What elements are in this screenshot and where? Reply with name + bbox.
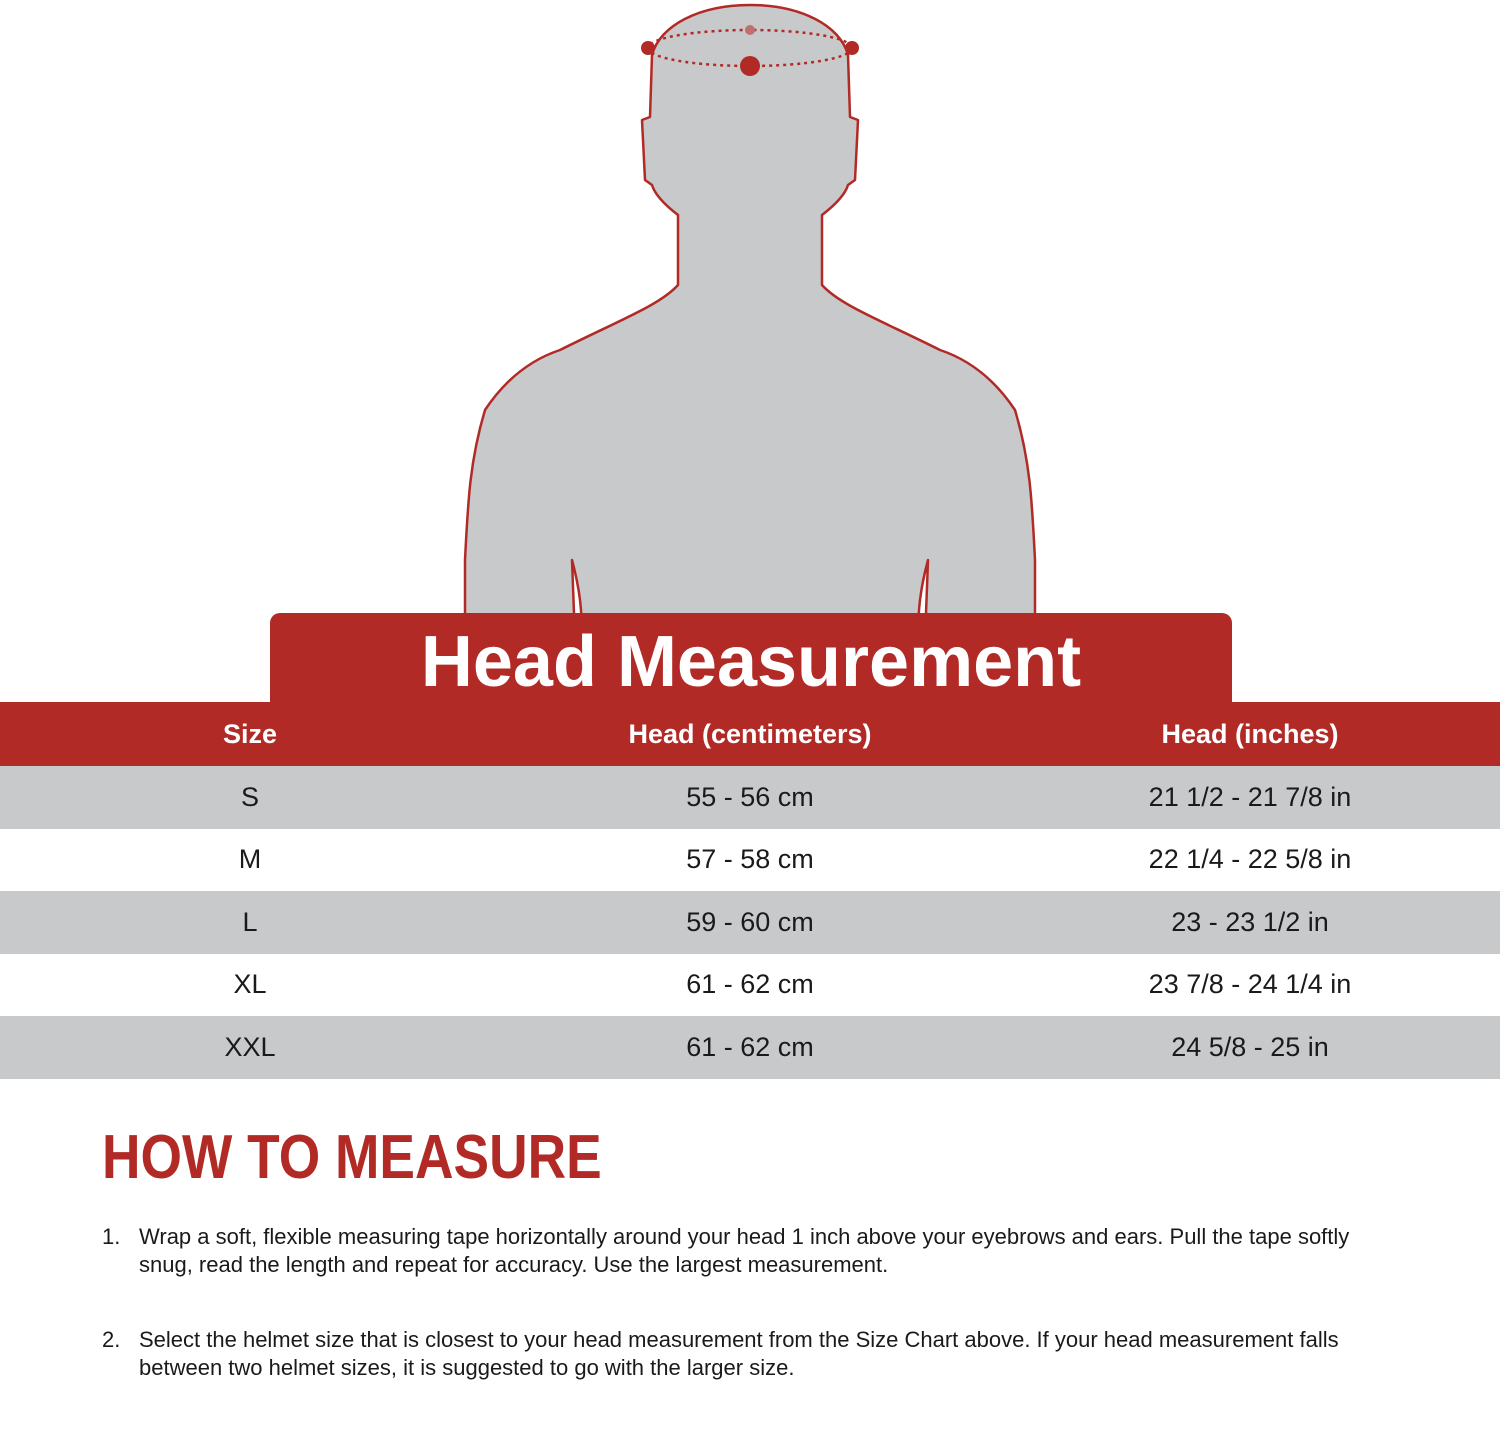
- how-to-measure-heading: HOW TO MEASURE: [102, 1123, 602, 1192]
- inches-cell: 24 5/8 - 25 in: [1171, 1031, 1329, 1062]
- inches-cell: 23 - 23 1/2 in: [1171, 906, 1329, 937]
- centimeters-cell: 57 - 58 cm: [686, 844, 814, 875]
- centimeters-cell: 61 - 62 cm: [686, 1031, 814, 1062]
- centimeters-cell: 61 - 62 cm: [686, 969, 814, 1000]
- inches-cell: 23 7/8 - 24 1/4 in: [1148, 969, 1352, 1000]
- tape-marker-right: [845, 41, 859, 55]
- page-title: Head Measurement: [420, 622, 1082, 702]
- size-cell: S: [240, 781, 259, 812]
- instruction-step: [102, 1326, 1392, 1382]
- instruction-step: [102, 1223, 1392, 1279]
- size-cell: XL: [233, 969, 267, 1000]
- body-silhouette: [465, 5, 1035, 640]
- inches-cell: 21 1/2 - 21 7/8 in: [1148, 781, 1352, 812]
- step-number: 2.: [102, 1327, 121, 1352]
- size-cell: M: [238, 844, 262, 875]
- table-row: [0, 954, 1500, 1017]
- table-row: [0, 891, 1500, 954]
- table-row: [0, 1016, 1500, 1079]
- size-table: [0, 702, 1500, 1079]
- head-silhouette-figure: [0, 0, 1500, 640]
- tape-marker-left: [641, 41, 655, 55]
- column-header-centimeters: Head (centimeters): [628, 718, 872, 749]
- column-header-size: Size: [222, 718, 278, 749]
- table-header-row: [0, 702, 1500, 766]
- size-cell: L: [242, 906, 258, 937]
- table-row: [0, 829, 1500, 892]
- step-number: 1.: [102, 1224, 121, 1249]
- step-text: Select the helmet size that is closest to your head measurement from the Size Chart above. If your head measurement falls between two helmet sizes, it is suggested to go with the larger size.: [139, 1327, 1339, 1380]
- column-header-inches: Head (inches): [1161, 718, 1339, 749]
- inches-cell: 22 1/4 - 22 5/8 in: [1148, 844, 1352, 875]
- centimeters-cell: 55 - 56 cm: [686, 781, 814, 812]
- tape-marker-front: [740, 56, 760, 76]
- size-cell: XXL: [224, 1031, 276, 1062]
- table-row: [0, 766, 1500, 829]
- step-text: Wrap a soft, flexible measuring tape horizontally around your head 1 inch above your eyebrows and ears. Pull the tape softly snug, read the length and repeat for accuracy. Use the largest measurement.: [139, 1224, 1350, 1277]
- instruction-list: [102, 1223, 1392, 1429]
- tape-marker-back: [745, 25, 755, 35]
- centimeters-cell: 59 - 60 cm: [686, 906, 814, 937]
